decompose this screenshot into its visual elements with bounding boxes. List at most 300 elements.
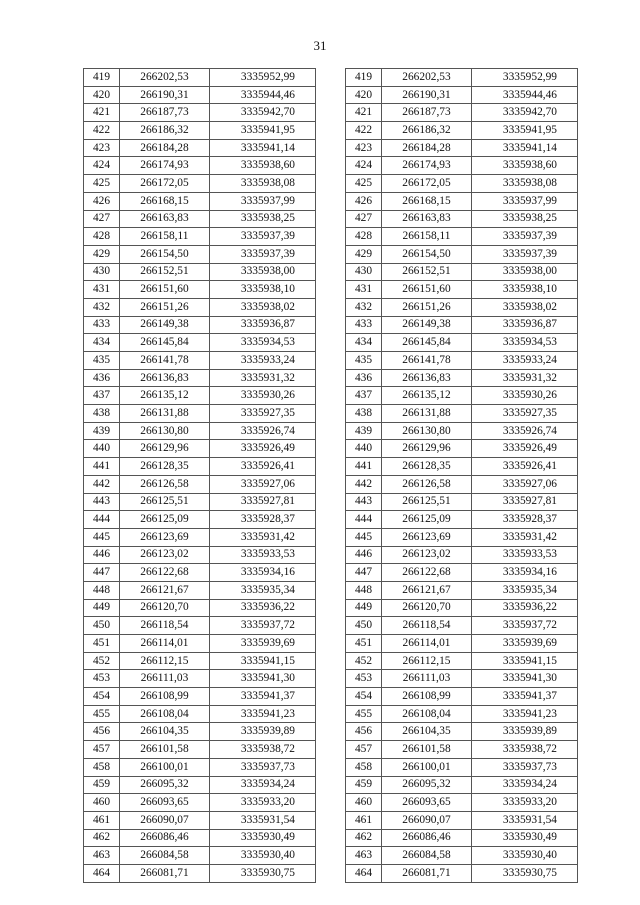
y-coordinate: 3335926,41	[210, 458, 316, 476]
table-row	[346, 245, 578, 263]
y-coordinate: 3335938,08	[210, 175, 316, 193]
x-coordinate: 266131,88	[120, 405, 210, 423]
table-row	[84, 705, 316, 723]
point-number: 419	[346, 69, 382, 87]
point-number: 456	[84, 723, 120, 741]
y-coordinate: 3335934,16	[472, 564, 578, 582]
table-row	[84, 652, 316, 670]
table-row	[346, 741, 578, 759]
table-row	[346, 104, 578, 122]
table-row	[346, 811, 578, 829]
y-coordinate: 3335941,15	[472, 652, 578, 670]
x-coordinate: 266135,12	[120, 387, 210, 405]
table-row	[346, 69, 578, 87]
table-row	[346, 546, 578, 564]
point-number: 423	[84, 139, 120, 157]
y-coordinate: 3335941,30	[210, 670, 316, 688]
y-coordinate: 3335936,87	[472, 316, 578, 334]
point-number: 448	[84, 581, 120, 599]
table-row	[346, 122, 578, 140]
x-coordinate: 266168,15	[120, 192, 210, 210]
point-number: 438	[346, 405, 382, 423]
point-number: 460	[346, 794, 382, 812]
point-number: 435	[346, 352, 382, 370]
y-coordinate: 3335938,72	[210, 741, 316, 759]
y-coordinate: 3335930,49	[210, 829, 316, 847]
y-coordinate: 3335936,22	[210, 599, 316, 617]
point-number: 444	[84, 511, 120, 529]
x-coordinate: 266154,50	[382, 245, 472, 263]
x-coordinate: 266128,35	[382, 458, 472, 476]
y-coordinate: 3335937,39	[472, 228, 578, 246]
table-row	[84, 564, 316, 582]
point-number: 442	[84, 475, 120, 493]
point-number: 430	[346, 263, 382, 281]
table-row	[346, 228, 578, 246]
point-number: 449	[346, 599, 382, 617]
table-row	[346, 210, 578, 228]
x-coordinate: 266151,60	[120, 281, 210, 299]
x-coordinate: 266118,54	[382, 617, 472, 635]
x-coordinate: 266108,04	[120, 705, 210, 723]
point-number: 428	[84, 228, 120, 246]
point-number: 422	[84, 122, 120, 140]
point-number: 440	[346, 440, 382, 458]
x-coordinate: 266122,68	[382, 564, 472, 582]
point-number: 439	[84, 422, 120, 440]
y-coordinate: 3335933,20	[472, 794, 578, 812]
x-coordinate: 266154,50	[120, 245, 210, 263]
x-coordinate: 266123,02	[120, 546, 210, 564]
table-row	[346, 192, 578, 210]
point-number: 420	[84, 86, 120, 104]
point-number: 421	[346, 104, 382, 122]
y-coordinate: 3335927,35	[472, 405, 578, 423]
point-number: 449	[84, 599, 120, 617]
point-number: 459	[84, 776, 120, 794]
point-number: 445	[84, 528, 120, 546]
table-row	[346, 723, 578, 741]
point-number: 426	[346, 192, 382, 210]
x-coordinate: 266090,07	[382, 811, 472, 829]
x-coordinate: 266126,58	[382, 475, 472, 493]
y-coordinate: 3335927,06	[210, 475, 316, 493]
y-coordinate: 3335938,00	[472, 263, 578, 281]
y-coordinate: 3335938,25	[472, 210, 578, 228]
point-number: 457	[84, 741, 120, 759]
point-number: 425	[84, 175, 120, 193]
x-coordinate: 266101,58	[382, 741, 472, 759]
point-number: 446	[346, 546, 382, 564]
point-number: 444	[346, 511, 382, 529]
y-coordinate: 3335930,40	[472, 847, 578, 865]
table-row	[84, 617, 316, 635]
point-number: 429	[84, 245, 120, 263]
x-coordinate: 266187,73	[382, 104, 472, 122]
table-row	[346, 352, 578, 370]
y-coordinate: 3335934,16	[210, 564, 316, 582]
table-row	[84, 741, 316, 759]
table-row	[84, 811, 316, 829]
x-coordinate: 266108,04	[382, 705, 472, 723]
point-number: 442	[346, 475, 382, 493]
table-row	[346, 581, 578, 599]
y-coordinate: 3335937,39	[210, 228, 316, 246]
x-coordinate: 266114,01	[120, 635, 210, 653]
y-coordinate: 3335941,23	[472, 705, 578, 723]
x-coordinate: 266100,01	[382, 758, 472, 776]
table-row	[346, 864, 578, 882]
point-number: 424	[346, 157, 382, 175]
point-number: 451	[346, 635, 382, 653]
x-coordinate: 266128,35	[120, 458, 210, 476]
x-coordinate: 266122,68	[120, 564, 210, 582]
table-row	[84, 864, 316, 882]
table-row	[346, 493, 578, 511]
table-row	[84, 69, 316, 87]
y-coordinate: 3335927,81	[210, 493, 316, 511]
y-coordinate: 3335937,72	[210, 617, 316, 635]
y-coordinate: 3335937,99	[472, 192, 578, 210]
point-number: 427	[84, 210, 120, 228]
x-coordinate: 266151,26	[120, 298, 210, 316]
x-coordinate: 266084,58	[382, 847, 472, 865]
y-coordinate: 3335933,20	[210, 794, 316, 812]
y-coordinate: 3335941,37	[472, 688, 578, 706]
table-row	[84, 157, 316, 175]
x-coordinate: 266202,53	[120, 69, 210, 87]
point-number: 421	[84, 104, 120, 122]
x-coordinate: 266111,03	[382, 670, 472, 688]
x-coordinate: 266172,05	[120, 175, 210, 193]
table-row	[346, 758, 578, 776]
x-coordinate: 266095,32	[382, 776, 472, 794]
y-coordinate: 3335926,74	[210, 422, 316, 440]
x-coordinate: 266121,67	[382, 581, 472, 599]
point-number: 452	[346, 652, 382, 670]
table-row	[84, 316, 316, 334]
table-row	[346, 157, 578, 175]
y-coordinate: 3335944,46	[472, 86, 578, 104]
x-coordinate: 266149,38	[120, 316, 210, 334]
point-number: 433	[346, 316, 382, 334]
point-number: 431	[346, 281, 382, 299]
point-number: 463	[84, 847, 120, 865]
y-coordinate: 3335930,75	[210, 864, 316, 882]
point-number: 454	[84, 688, 120, 706]
point-number: 460	[84, 794, 120, 812]
table-row	[84, 758, 316, 776]
x-coordinate: 266123,69	[120, 528, 210, 546]
point-number: 435	[84, 352, 120, 370]
y-coordinate: 3335938,02	[472, 298, 578, 316]
y-coordinate: 3335938,10	[472, 281, 578, 299]
x-coordinate: 266108,99	[382, 688, 472, 706]
table-row	[84, 794, 316, 812]
table-row	[346, 458, 578, 476]
x-coordinate: 266151,26	[382, 298, 472, 316]
x-coordinate: 266129,96	[382, 440, 472, 458]
point-number: 436	[84, 369, 120, 387]
point-number: 441	[346, 458, 382, 476]
x-coordinate: 266158,11	[382, 228, 472, 246]
y-coordinate: 3335928,37	[472, 511, 578, 529]
y-coordinate: 3335938,25	[210, 210, 316, 228]
point-number: 439	[346, 422, 382, 440]
x-coordinate: 266118,54	[120, 617, 210, 635]
x-coordinate: 266184,28	[382, 139, 472, 157]
y-coordinate: 3335937,73	[472, 758, 578, 776]
y-coordinate: 3335941,37	[210, 688, 316, 706]
y-coordinate: 3335934,24	[210, 776, 316, 794]
y-coordinate: 3335941,30	[472, 670, 578, 688]
y-coordinate: 3335936,22	[472, 599, 578, 617]
point-number: 441	[84, 458, 120, 476]
point-number: 420	[346, 86, 382, 104]
y-coordinate: 3335952,99	[472, 69, 578, 87]
x-coordinate: 266168,15	[382, 192, 472, 210]
point-number: 429	[346, 245, 382, 263]
point-number: 453	[84, 670, 120, 688]
table-row	[346, 86, 578, 104]
x-coordinate: 266125,09	[382, 511, 472, 529]
y-coordinate: 3335926,74	[472, 422, 578, 440]
point-number: 443	[84, 493, 120, 511]
x-coordinate: 266104,35	[120, 723, 210, 741]
y-coordinate: 3335937,39	[472, 245, 578, 263]
y-coordinate: 3335936,87	[210, 316, 316, 334]
point-number: 454	[346, 688, 382, 706]
table-row	[84, 352, 316, 370]
y-coordinate: 3335938,72	[472, 741, 578, 759]
y-coordinate: 3335935,34	[472, 581, 578, 599]
table-row	[84, 440, 316, 458]
x-coordinate: 266190,31	[120, 86, 210, 104]
y-coordinate: 3335941,95	[472, 122, 578, 140]
point-number: 425	[346, 175, 382, 193]
point-number: 461	[346, 811, 382, 829]
y-coordinate: 3335931,32	[210, 369, 316, 387]
x-coordinate: 266112,15	[382, 652, 472, 670]
x-coordinate: 266123,69	[382, 528, 472, 546]
point-number: 445	[346, 528, 382, 546]
point-number: 450	[346, 617, 382, 635]
table-row	[84, 228, 316, 246]
point-number: 431	[84, 281, 120, 299]
y-coordinate: 3335944,46	[210, 86, 316, 104]
table-row	[346, 528, 578, 546]
y-coordinate: 3335930,40	[210, 847, 316, 865]
point-number: 436	[346, 369, 382, 387]
y-coordinate: 3335939,89	[472, 723, 578, 741]
x-coordinate: 266163,83	[382, 210, 472, 228]
point-number: 463	[346, 847, 382, 865]
x-coordinate: 266100,01	[120, 758, 210, 776]
table-row	[346, 475, 578, 493]
y-coordinate: 3335942,70	[210, 104, 316, 122]
x-coordinate: 266125,51	[382, 493, 472, 511]
point-number: 424	[84, 157, 120, 175]
point-number: 464	[346, 864, 382, 882]
table-row	[346, 776, 578, 794]
y-coordinate: 3335941,95	[210, 122, 316, 140]
page-number: 31	[313, 38, 327, 53]
coordinates-table-right	[345, 68, 578, 883]
y-coordinate: 3335952,99	[210, 69, 316, 87]
point-number: 448	[346, 581, 382, 599]
point-number: 464	[84, 864, 120, 882]
point-number: 455	[346, 705, 382, 723]
y-coordinate: 3335934,24	[472, 776, 578, 794]
x-coordinate: 266131,88	[382, 405, 472, 423]
point-number: 432	[346, 298, 382, 316]
y-coordinate: 3335938,02	[210, 298, 316, 316]
point-number: 440	[84, 440, 120, 458]
table-row	[84, 635, 316, 653]
point-number: 462	[84, 829, 120, 847]
y-coordinate: 3335938,10	[210, 281, 316, 299]
y-coordinate: 3335926,49	[210, 440, 316, 458]
table-row	[84, 298, 316, 316]
table-row	[346, 511, 578, 529]
table-row	[346, 794, 578, 812]
x-coordinate: 266081,71	[382, 864, 472, 882]
x-coordinate: 266125,51	[120, 493, 210, 511]
x-coordinate: 266163,83	[120, 210, 210, 228]
point-number: 447	[84, 564, 120, 582]
y-coordinate: 3335926,41	[472, 458, 578, 476]
point-number: 422	[346, 122, 382, 140]
y-coordinate: 3335927,06	[472, 475, 578, 493]
table-row	[84, 210, 316, 228]
point-number: 462	[346, 829, 382, 847]
x-coordinate: 266114,01	[382, 635, 472, 653]
point-number: 433	[84, 316, 120, 334]
x-coordinate: 266084,58	[120, 847, 210, 865]
table-row	[346, 635, 578, 653]
y-coordinate: 3335939,89	[210, 723, 316, 741]
y-coordinate: 3335937,99	[210, 192, 316, 210]
table-row	[346, 652, 578, 670]
y-coordinate: 3335941,23	[210, 705, 316, 723]
table-row	[84, 263, 316, 281]
y-coordinate: 3335933,53	[210, 546, 316, 564]
y-coordinate: 3335942,70	[472, 104, 578, 122]
y-coordinate: 3335930,26	[472, 387, 578, 405]
point-number: 461	[84, 811, 120, 829]
table-row	[84, 546, 316, 564]
y-coordinate: 3335941,14	[210, 139, 316, 157]
x-coordinate: 266090,07	[120, 811, 210, 829]
point-number: 437	[84, 387, 120, 405]
x-coordinate: 266108,99	[120, 688, 210, 706]
y-coordinate: 3335931,42	[472, 528, 578, 546]
table-row	[346, 298, 578, 316]
x-coordinate: 266151,60	[382, 281, 472, 299]
table-row	[346, 175, 578, 193]
table-row	[84, 139, 316, 157]
y-coordinate: 3335930,26	[210, 387, 316, 405]
table-row	[346, 705, 578, 723]
point-number: 447	[346, 564, 382, 582]
table-row	[84, 829, 316, 847]
x-coordinate: 266095,32	[120, 776, 210, 794]
table-row	[84, 422, 316, 440]
x-coordinate: 266172,05	[382, 175, 472, 193]
y-coordinate: 3335930,49	[472, 829, 578, 847]
table-row	[84, 281, 316, 299]
y-coordinate: 3335937,72	[472, 617, 578, 635]
point-number: 459	[346, 776, 382, 794]
y-coordinate: 3335931,42	[210, 528, 316, 546]
table-row	[84, 493, 316, 511]
y-coordinate: 3335934,53	[472, 334, 578, 352]
x-coordinate: 266184,28	[120, 139, 210, 157]
x-coordinate: 266126,58	[120, 475, 210, 493]
x-coordinate: 266152,51	[120, 263, 210, 281]
point-number: 443	[346, 493, 382, 511]
table-row	[84, 192, 316, 210]
table-row	[84, 175, 316, 193]
x-coordinate: 266186,32	[120, 122, 210, 140]
point-number: 458	[346, 758, 382, 776]
y-coordinate: 3335926,49	[472, 440, 578, 458]
table-row	[84, 670, 316, 688]
x-coordinate: 266081,71	[120, 864, 210, 882]
table-row	[346, 316, 578, 334]
x-coordinate: 266149,38	[382, 316, 472, 334]
table-row	[84, 847, 316, 865]
table-row	[346, 440, 578, 458]
x-coordinate: 266158,11	[120, 228, 210, 246]
table-row	[84, 599, 316, 617]
table-row	[346, 599, 578, 617]
x-coordinate: 266141,78	[120, 352, 210, 370]
x-coordinate: 266121,67	[120, 581, 210, 599]
y-coordinate: 3335931,54	[210, 811, 316, 829]
y-coordinate: 3335939,69	[210, 635, 316, 653]
point-number: 451	[84, 635, 120, 653]
x-coordinate: 266101,58	[120, 741, 210, 759]
table-row	[346, 829, 578, 847]
x-coordinate: 266130,80	[120, 422, 210, 440]
x-coordinate: 266086,46	[120, 829, 210, 847]
table-row	[346, 422, 578, 440]
y-coordinate: 3335927,81	[472, 493, 578, 511]
table-row	[84, 86, 316, 104]
point-number: 457	[346, 741, 382, 759]
point-number: 423	[346, 139, 382, 157]
point-number: 430	[84, 263, 120, 281]
point-number: 455	[84, 705, 120, 723]
y-coordinate: 3335941,14	[472, 139, 578, 157]
table-row	[84, 387, 316, 405]
y-coordinate: 3335931,54	[472, 811, 578, 829]
table-row	[346, 688, 578, 706]
point-number: 452	[84, 652, 120, 670]
y-coordinate: 3335938,08	[472, 175, 578, 193]
x-coordinate: 266145,84	[382, 334, 472, 352]
table-row	[346, 369, 578, 387]
x-coordinate: 266152,51	[382, 263, 472, 281]
x-coordinate: 266145,84	[120, 334, 210, 352]
y-coordinate: 3335931,32	[472, 369, 578, 387]
y-coordinate: 3335933,53	[472, 546, 578, 564]
y-coordinate: 3335928,37	[210, 511, 316, 529]
x-coordinate: 266129,96	[120, 440, 210, 458]
table-row	[84, 369, 316, 387]
point-number: 426	[84, 192, 120, 210]
